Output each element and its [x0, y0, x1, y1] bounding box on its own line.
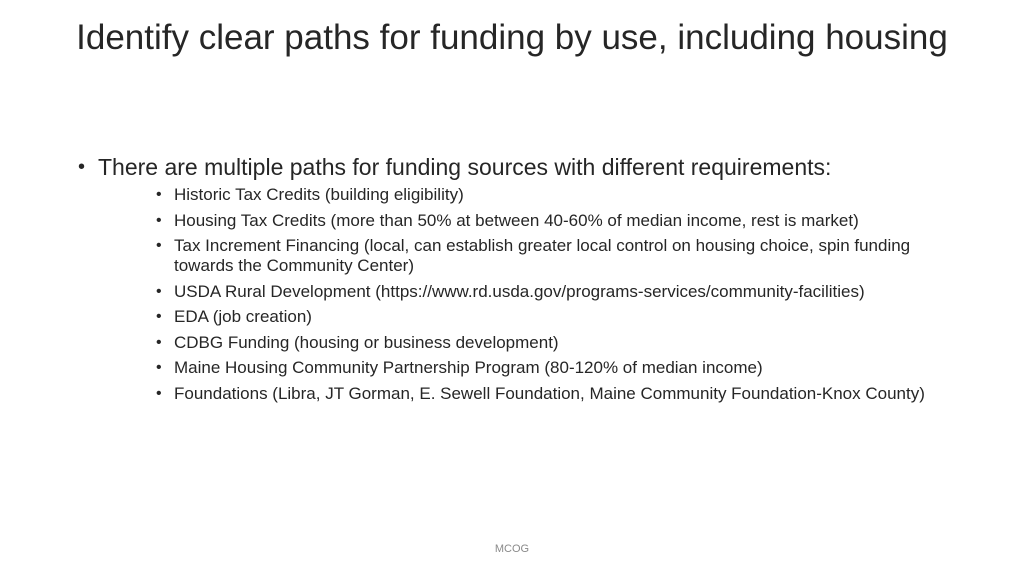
- sub-bullet-text: EDA (job creation): [174, 307, 312, 326]
- sub-bullet-text: CDBG Funding (housing or business development): [174, 332, 559, 352]
- main-bullet-text: There are multiple paths for funding sources with different requirements:: [98, 154, 832, 180]
- sub-bullet-item: [156, 211, 958, 231]
- slide-footer: MCOG: [494, 543, 530, 555]
- bullet-marker: •: [156, 359, 162, 376]
- bullet-marker: •: [78, 156, 86, 178]
- bullet-marker: •: [156, 211, 162, 229]
- sub-bullet-text: Tax Increment Financing (local, can establish greater local control on housing choice, spin funding towards the Community Center): [174, 236, 911, 275]
- sub-bullet-text: USDA Rural Development (https://www.rd.usda.gov/programs-services/community-facilities): [174, 281, 865, 301]
- sub-bullet-list: [78, 185, 958, 404]
- bullet-marker: •: [156, 308, 162, 325]
- sub-bullet-item: [156, 185, 958, 205]
- bullet-marker: •: [156, 282, 162, 300]
- sub-bullet-item: [156, 236, 958, 276]
- sub-bullet-text: Maine Housing Community Partnership Program (80-120% of median income): [174, 358, 763, 377]
- sub-bullet-text: Housing Tax Credits (more than 50% at between 40-60% of median income, rest is market): [174, 210, 859, 230]
- sub-bullet-text: Foundations (Libra, JT Gorman, E. Sewell Foundation, Maine Community Foundation-Knox County): [174, 383, 925, 403]
- sub-bullet-item: [156, 384, 958, 404]
- sub-bullet-item: [156, 307, 958, 327]
- bullet-marker: •: [156, 186, 162, 203]
- sub-bullet-item: [156, 282, 958, 302]
- slide-title: Identify clear paths for funding by use, including housing: [76, 18, 948, 57]
- main-bullet: [78, 154, 958, 181]
- bullet-marker: •: [156, 384, 162, 402]
- bullet-marker: •: [156, 333, 162, 351]
- sub-bullet-text: Historic Tax Credits (building eligibility): [174, 185, 464, 204]
- sub-bullet-item: [156, 358, 958, 378]
- bullet-marker: •: [156, 237, 162, 254]
- sub-bullet-item: [156, 333, 958, 353]
- slide-body: [78, 154, 958, 409]
